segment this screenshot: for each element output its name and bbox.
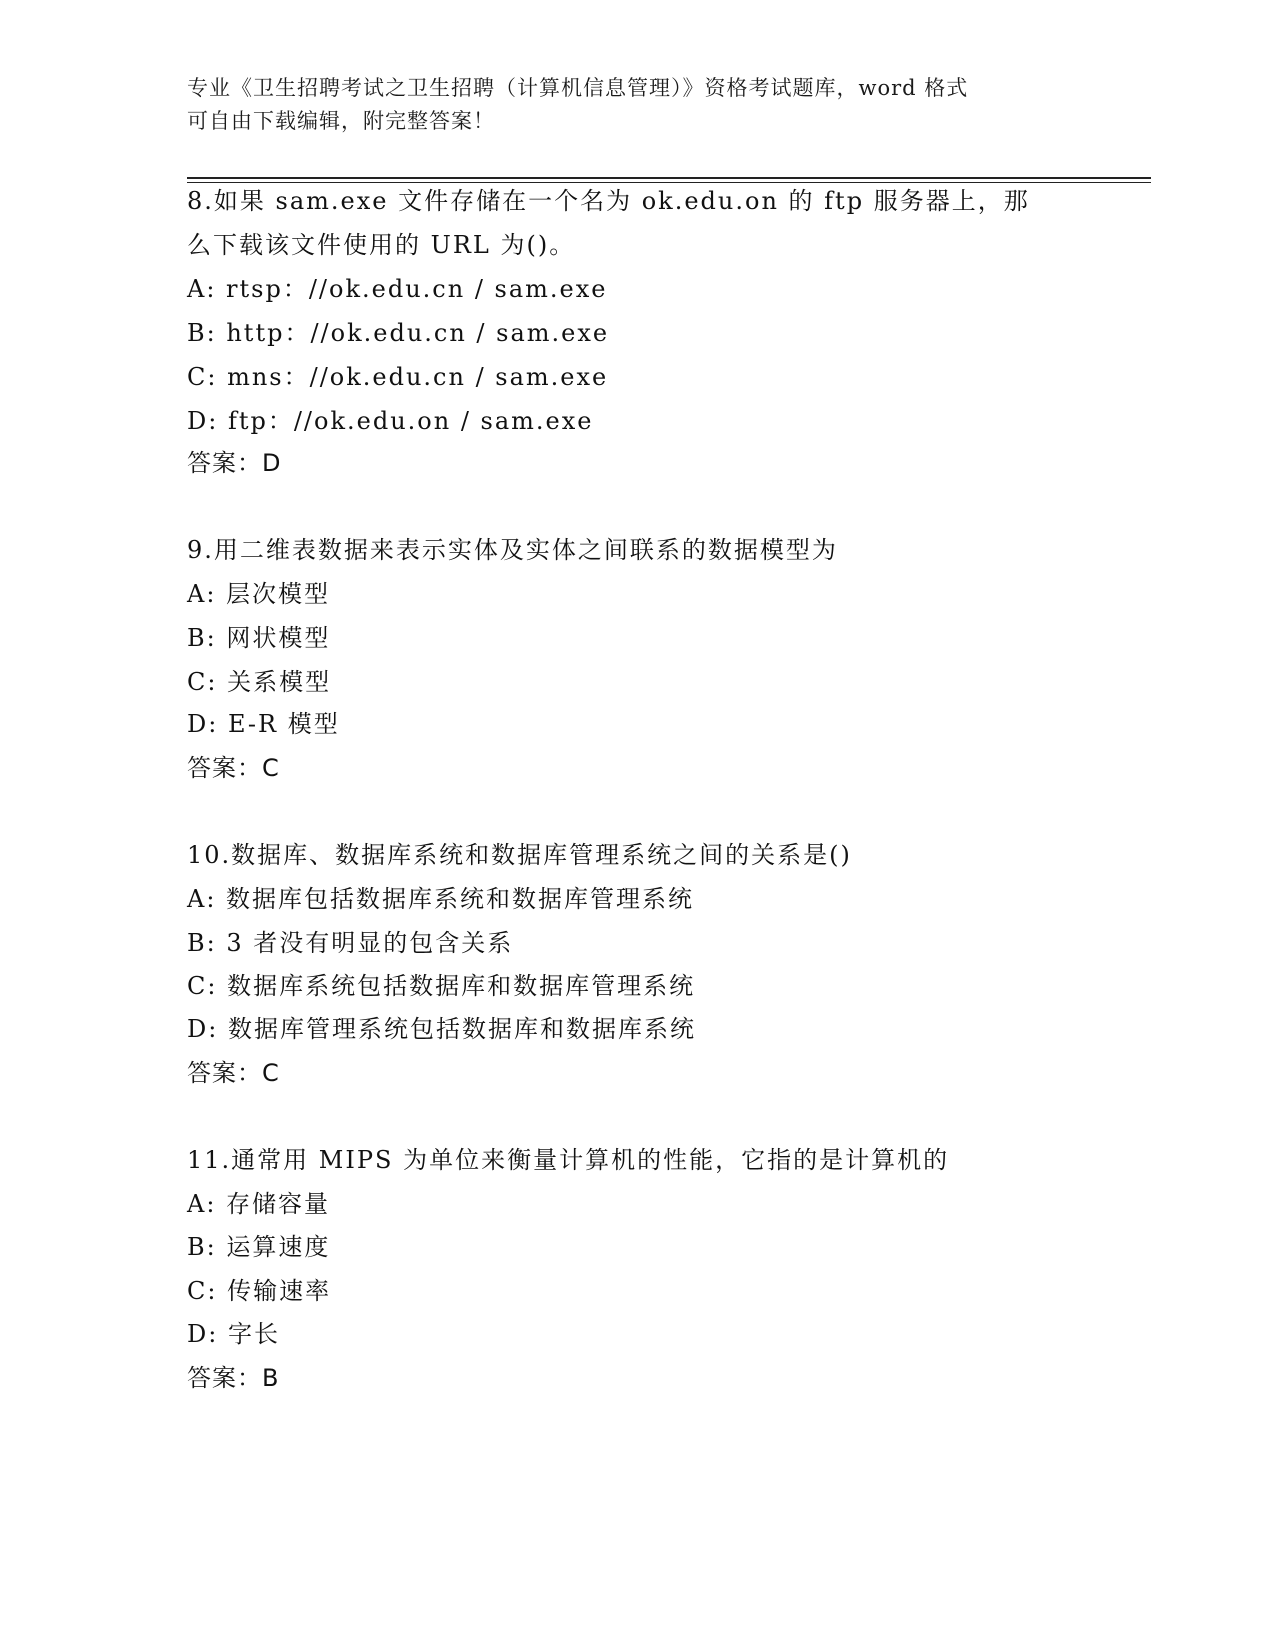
answer: 答案：D xyxy=(187,449,282,477)
option-c: C: 数据库系统包括数据库和数据库管理系统 xyxy=(187,972,696,1000)
answer: 答案：B xyxy=(187,1364,280,1392)
option-b: B: 网状模型 xyxy=(187,624,331,652)
option-a: A: 层次模型 xyxy=(187,580,331,608)
question-stem-line: 8.如果 sam.exe 文件存储在一个名为 ok.edu.on 的 ftp 服务器上，那 xyxy=(187,187,1030,215)
option-a: A: 数据库包括数据库系统和数据库管理系统 xyxy=(187,885,695,913)
question-stem-line: 么下载该文件使用的 URL 为()。 xyxy=(187,231,576,259)
question-stem-line: 11.通常用 MIPS 为单位来衡量计算机的性能，它指的是计算机的 xyxy=(187,1146,950,1174)
option-a: A: rtsp：//ok.edu.cn / sam.exe xyxy=(187,275,608,303)
option-d: D: 数据库管理系统包括数据库和数据库系统 xyxy=(187,1015,696,1043)
question-stem-line: 9.用二维表数据来表示实体及实体之间联系的数据模型为 xyxy=(187,536,838,564)
option-b: B: 运算速度 xyxy=(187,1233,331,1261)
option-b: B: http：//ok.edu.cn / sam.exe xyxy=(187,319,610,347)
header-divider-thick xyxy=(187,177,1151,179)
answer: 答案：C xyxy=(187,1059,280,1087)
option-d: D: E-R 模型 xyxy=(187,710,340,738)
question-stem-line: 10.数据库、数据库系统和数据库管理系统之间的关系是() xyxy=(187,841,852,869)
option-c: C: mns：//ok.edu.cn / sam.exe xyxy=(187,363,609,391)
document-header xyxy=(187,72,1067,138)
option-a: A: 存储容量 xyxy=(187,1190,331,1218)
option-d: D: ftp：//ok.edu.on / sam.exe xyxy=(187,407,594,435)
answer: 答案：C xyxy=(187,754,280,782)
option-c: C: 关系模型 xyxy=(187,668,332,696)
header-line-2: 可自由下载编辑，附完整答案！ xyxy=(187,109,495,133)
option-d: D: 字长 xyxy=(187,1320,280,1348)
header-line-1: 专业《卫生招聘考试之卫生招聘（计算机信息管理）》资格考试题库，word 格式 xyxy=(187,76,969,100)
option-c: C: 传输速率 xyxy=(187,1277,332,1305)
option-b: B: 3 者没有明显的包含关系 xyxy=(187,929,514,957)
